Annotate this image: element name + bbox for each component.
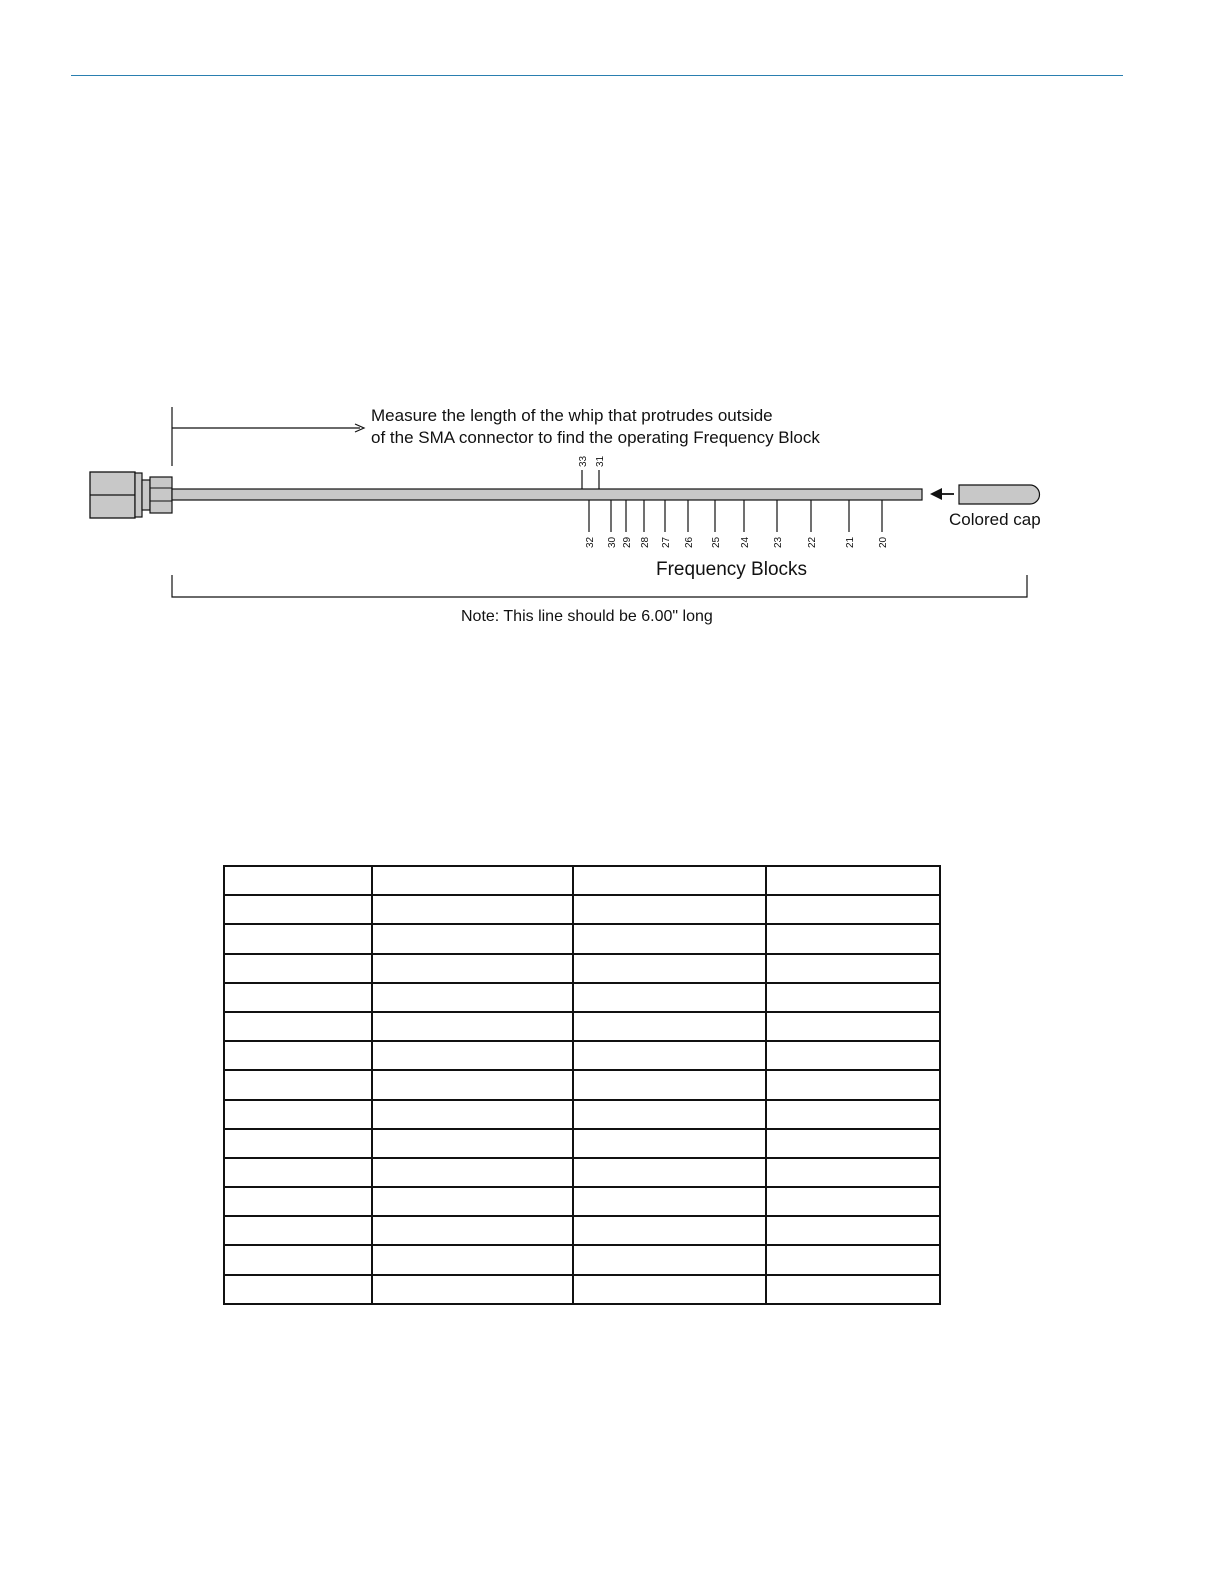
frequency-table — [223, 865, 941, 1305]
instruction-line-1: Measure the length of the whip that protrudes outside — [371, 406, 773, 425]
mark-label: 32 — [585, 536, 596, 548]
table-row — [224, 1041, 940, 1070]
marks-above — [578, 455, 606, 489]
mark-label: 31 — [595, 455, 606, 467]
table-row — [224, 1187, 940, 1216]
table-row — [224, 983, 940, 1012]
table-row — [224, 1100, 940, 1129]
mark-label: 21 — [845, 536, 856, 548]
cap-label: Colored cap — [949, 510, 1041, 529]
table-row — [224, 895, 940, 924]
frequency-table-container — [223, 865, 941, 1305]
mark-label: 29 — [622, 536, 633, 548]
colored-cap-icon — [959, 485, 1040, 504]
whip-rod — [172, 489, 922, 500]
mark-label: 30 — [607, 536, 618, 548]
mark-label: 26 — [684, 536, 695, 548]
mark-label: 33 — [578, 455, 589, 467]
table-row — [224, 866, 940, 895]
mark-label: 25 — [711, 536, 722, 548]
sma-connector-icon — [90, 472, 172, 518]
mark-label: 24 — [740, 536, 751, 548]
cap-arrow-head — [930, 488, 942, 500]
instruction-line-2: of the SMA connector to find the operating Frequency Block — [371, 428, 820, 447]
mark-label: 27 — [661, 536, 672, 548]
mark-label: 22 — [807, 536, 818, 548]
mark-label: 28 — [640, 536, 651, 548]
table-row — [224, 1216, 940, 1245]
mark-label: 23 — [773, 536, 784, 548]
mark-label: 20 — [878, 536, 889, 548]
table-row — [224, 1129, 940, 1158]
frequency-blocks-label: Frequency Blocks — [656, 559, 808, 580]
marks-below — [585, 500, 889, 548]
whip-antenna-diagram — [0, 0, 1224, 700]
table-row — [224, 954, 940, 983]
table-row — [224, 1012, 940, 1041]
length-bracket — [172, 575, 1027, 597]
table-row — [224, 1158, 940, 1187]
table-row — [224, 1070, 940, 1099]
table-row — [224, 1245, 940, 1274]
length-note: Note: This line should be 6.00" long — [461, 608, 713, 625]
table-row — [224, 924, 940, 953]
table-row — [224, 1275, 940, 1304]
